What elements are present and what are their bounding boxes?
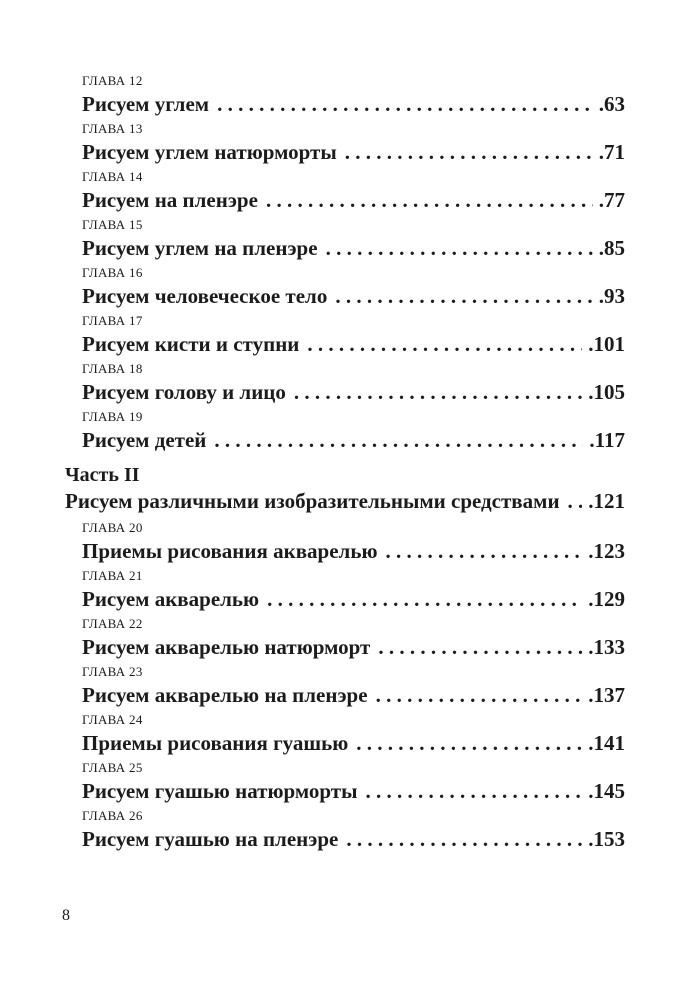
chapter-label: ГЛАВА 23	[82, 664, 143, 679]
toc-entry-chapter-23[interactable]	[82, 662, 625, 709]
dot-leader	[214, 427, 583, 454]
page-ref: .85	[598, 236, 625, 260]
chapter-title: Рисуем углем	[82, 92, 210, 116]
dot-leader	[345, 139, 593, 166]
dot-leader	[378, 634, 582, 661]
chapter-title: Рисуем углем натюрморты	[82, 140, 337, 164]
toc-entry-chapter-17[interactable]	[82, 311, 625, 358]
chapter-label: ГЛАВА 15	[82, 217, 143, 232]
page-ref: .105	[588, 380, 625, 404]
chapter-label: ГЛАВА 22	[82, 616, 143, 631]
dot-leader	[266, 187, 593, 214]
page-ref: .121	[588, 489, 625, 513]
chapter-label: ГЛАВА 12	[82, 73, 143, 88]
dot-leader	[326, 235, 593, 262]
chapter-label: ГЛАВА 14	[82, 169, 143, 184]
table-of-contents	[65, 71, 625, 854]
chapter-title: Рисуем акварелью	[82, 587, 260, 611]
chapter-title: Рисуем гуашью на пленэре	[82, 827, 339, 851]
dot-leader	[376, 682, 583, 709]
toc-line	[82, 235, 625, 262]
toc-entry-chapter-24[interactable]	[82, 710, 625, 757]
chapter-title: Рисуем углем на пленэре	[82, 236, 318, 260]
toc-line	[82, 187, 625, 214]
toc-entry-chapter-21[interactable]	[82, 566, 625, 613]
chapter-title: Приемы рисования гуашью	[82, 731, 349, 755]
toc-entry-chapter-14[interactable]	[82, 167, 625, 214]
toc-entry-chapter-12[interactable]	[82, 71, 625, 118]
toc-line	[82, 538, 625, 565]
toc-entry-chapter-15[interactable]	[82, 215, 625, 262]
dot-leader	[568, 488, 583, 515]
chapter-label: ГЛАВА 19	[82, 409, 143, 424]
toc-entry-chapter-25[interactable]	[82, 758, 625, 805]
chapter-title: Приемы рисования акварелью	[82, 539, 378, 563]
toc-entry-chapter-16[interactable]	[82, 263, 625, 310]
chapter-label: ГЛАВА 25	[82, 760, 143, 775]
chapter-label: ГЛАВА 16	[82, 265, 143, 280]
toc-line	[82, 682, 625, 709]
toc-line	[82, 91, 625, 118]
toc-line	[82, 586, 625, 613]
part-title: Рисуем различными изобразительными средствами	[65, 489, 560, 513]
chapter-label: ГЛАВА 17	[82, 313, 143, 328]
page-number: 8	[62, 907, 70, 924]
toc-entry-chapter-22[interactable]	[82, 614, 625, 661]
toc-line	[82, 634, 625, 661]
dot-leader	[307, 331, 582, 358]
chapter-label: ГЛАВА 20	[82, 520, 143, 535]
page-ref: .133	[588, 635, 625, 659]
page-ref: .93	[598, 284, 625, 308]
dot-leader	[386, 538, 583, 565]
toc-entry-chapter-18[interactable]	[82, 359, 625, 406]
dot-leader	[267, 586, 582, 613]
toc-line	[82, 379, 625, 406]
toc-part-2[interactable]	[65, 462, 625, 515]
dot-leader	[217, 91, 593, 118]
toc-entry-chapter-26[interactable]	[82, 806, 625, 853]
page-ref: .145	[588, 779, 625, 803]
toc-line	[82, 283, 625, 310]
dot-leader	[335, 283, 592, 310]
page-ref: .101	[588, 332, 625, 356]
chapter-title: Рисуем кисти и ступни	[82, 332, 300, 356]
chapter-title: Рисуем на пленэре	[82, 188, 258, 212]
dot-leader	[356, 730, 582, 757]
page-ref: .141	[588, 731, 625, 755]
page-ref: .137	[588, 683, 625, 707]
page-ref: .63	[598, 92, 625, 116]
page-ref: .117	[589, 428, 625, 452]
chapter-label: ГЛАВА 18	[82, 361, 143, 376]
part-label: Часть II	[65, 464, 140, 486]
dot-leader	[366, 778, 583, 805]
chapter-title: Рисуем детей	[82, 428, 207, 452]
page-ref: .153	[588, 827, 625, 851]
chapter-title: Рисуем человеческое тело	[82, 284, 328, 308]
page-ref: .71	[598, 140, 625, 164]
toc-line	[82, 778, 625, 805]
toc-line	[82, 826, 625, 853]
chapter-label: ГЛАВА 24	[82, 712, 143, 727]
page-ref: .123	[588, 539, 625, 563]
chapter-label: ГЛАВА 21	[82, 568, 143, 583]
dot-leader	[346, 826, 582, 853]
chapter-title: Рисуем акварелью на пленэре	[82, 683, 368, 707]
toc-line	[82, 427, 625, 454]
toc-entry-chapter-20[interactable]	[82, 518, 625, 565]
toc-entry-chapter-13[interactable]	[82, 119, 625, 166]
page-ref: .129	[588, 587, 625, 611]
chapter-label: ГЛАВА 26	[82, 808, 143, 823]
chapter-title: Рисуем голову и лицо	[82, 380, 286, 404]
toc-line	[82, 139, 625, 166]
page-ref: .77	[598, 188, 625, 212]
toc-line	[82, 331, 625, 358]
chapter-title: Рисуем гуашью натюрморты	[82, 779, 358, 803]
toc-line	[65, 488, 625, 515]
toc-entry-chapter-19[interactable]	[82, 407, 625, 454]
chapter-title: Рисуем акварелью натюрморт	[82, 635, 371, 659]
toc-line	[82, 730, 625, 757]
chapter-label: ГЛАВА 13	[82, 121, 143, 136]
dot-leader	[294, 379, 582, 406]
